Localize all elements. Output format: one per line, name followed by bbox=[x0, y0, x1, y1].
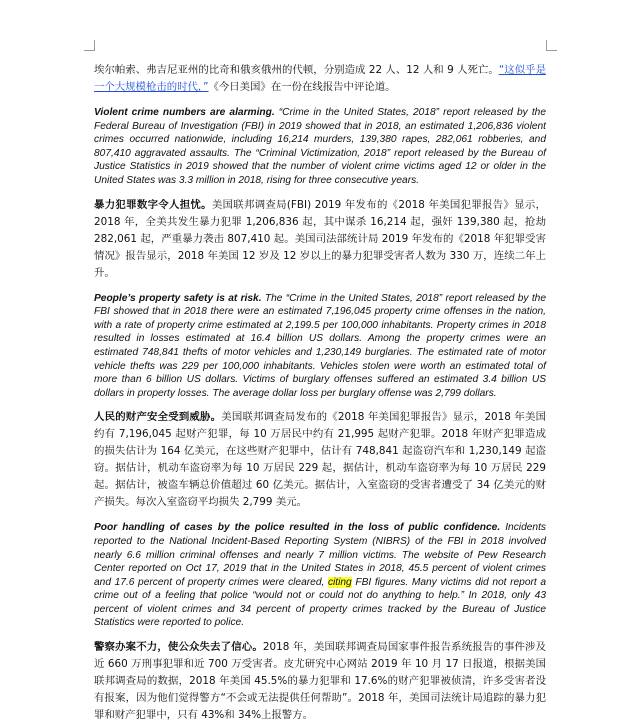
paragraph-zh-police-handling bbox=[94, 639, 546, 724]
violent-crime-heading-zh: 暴力犯罪数字令人担忧。 bbox=[94, 198, 212, 211]
paragraph-en-violent-crime bbox=[94, 106, 546, 188]
page-corner-mark-left bbox=[84, 40, 95, 51]
police-handling-body-en-a: Incidents reported to the National Incident-Based Reporting System (NIBRS) of the FBI in 2018 involved nearly 6.6 million criminal offenses and nearly 7 million victims. The website of Pew Research Center reported on Oct 17, 2019 that in the United States in 2018, 45.5 percent of violent crimes and 17.6 percent of property crimes were cleared, bbox=[94, 522, 546, 588]
paragraph-en-property-safety bbox=[94, 292, 546, 401]
property-safety-body-zh: 美国联邦调查局发布的《2018 年美国犯罪报告》显示，2018 年美国约有 7,196,045 起财产犯罪，每 10 万居民中约有 21,995 起财产犯罪。2018 年财产犯罪造成的损失估计为 164 亿美元，在这些财产犯罪中，估计有 748,841 起盗窃汽车和 1,230,149 起盗窃。据估计，机动车盗窃率为每 10 万居民 229 起，据估计，机动车盗窃率为每 10 万居民 229 起。据估计，被盗车辆总价值超过 60 亿美元。据估计，入室盗窃的受害者遭受了 34 亿美元的财产损失。每次入室盗窃平均损失 2,799 美元。 bbox=[94, 411, 546, 509]
page-corner-mark-right bbox=[546, 40, 557, 51]
paragraph-zh-violent-crime bbox=[94, 197, 546, 282]
intro-text: 埃尔帕索、弗吉尼亚州的比奇和俄亥俄州的代顿，分别造成 22 人、12 人和 9 人死亡。 bbox=[94, 64, 499, 76]
paragraph-zh-property-safety bbox=[94, 409, 546, 511]
violent-crime-body-en: “Crime in the United States, 2018” report released by the Federal Bureau of Investigation (FBI) in 2019 showed that in 2018, an estimated 1,206,836 violent crimes occurred nationwide, including 16,214 murders, 139,380 rapes, 282,061 robberies, and 807,410 aggravated assaults. The “Criminal Victimization, 2018” report released by the Bureau of Justice Statistics in 2019 showed that the number of violent crime victims aged 12 or older in the United States was 3.3 million in 2018, rising for three consecutive years. bbox=[94, 107, 546, 186]
intro-quote-link[interactable]: “这似乎是一个大规模枪击的时代，” bbox=[94, 64, 546, 93]
intro-tail: 《今日美国》在一份在线报告中评论道。 bbox=[208, 81, 396, 93]
property-safety-body-en: The “Crime in the United States, 2018” report released by the FBI showed that in 2018 there were an estimated 7,196,045 property crime offenses in the nation, with a rate of property crime estimated at 2,199.5 per 100,000 inhabitants. Property crimes in 2018 resulted in losses estimated at 16.4 billion US dollars. Among the property crimes were an estimated 748,841 thefts of motor vehicles and 1,230,149 burglaries. The estimated rate of motor vehicle thefts was 229 per 100,000 inhabitants. Vehicles stolen were worth an estimated total of more than 6 billion US dollars. Victims of burglary offenses suffered an estimated 3.4 billion US dollars in property losses. The average dollar loss per burglary offense was 2,799 dollars. bbox=[94, 292, 546, 399]
paragraph-en-police-handling bbox=[94, 521, 546, 630]
violent-crime-body-zh: 美国联邦调查局(FBI) 2019 年发布的《2018 年美国犯罪报告》显示，2018 年，全美共发生暴力犯罪 1,206,836 起，其中谋杀 16,214 起，强奸 139,380 起，抢劫 282,061 起，严重暴力袭击 807,410 起。美国司法部统计局 2019 年发布的《2018 年犯罪受害情况》报告显示，2018 年美国 12 岁及 12 岁以上的暴力犯罪受害者人数为 330 万，连续二年上升。 bbox=[94, 198, 546, 279]
paragraph-zh-intro bbox=[94, 62, 546, 96]
property-safety-heading-en: People’s property safety is at risk. bbox=[94, 292, 262, 304]
police-handling-heading-zh: 警察办案不力，使公众失去了信心。 bbox=[94, 641, 263, 654]
police-handling-body-en-b: FBI figures. Many victims did not report a crime out of a feeling that police “would not or could not do anything to help.” In 2018, only 43 percent of violent crimes and 34 percent of property crimes tracked by the Bureau of Justice Statistics were reported to police. bbox=[94, 576, 546, 629]
police-handling-heading-en: Poor handling of cases by the police resulted in the loss of public confidence. bbox=[94, 522, 501, 534]
property-safety-heading-zh: 人民的财产安全受到威胁。 bbox=[94, 411, 222, 424]
violent-crime-heading-en: Violent crime numbers are alarming. bbox=[94, 107, 275, 118]
highlighted-word[interactable]: citing bbox=[327, 576, 352, 588]
document-body bbox=[94, 62, 546, 724]
police-handling-body-zh: 2018 年，美国联邦调查局国家事件报告系统报告的事件涉及近 660 万刑事犯罪和近 700 万受害者。皮尤研究中心网站 2019 年 10 月 17 日报道，根据美国联邦调查局的数据，2018 年美国 45.5%的暴力犯罪和 17.6%的财产犯罪被侦清，许多受害者没有报案，因为他们觉得警方“不会或无法提供任何帮助”。2018 年，美国司法统计局追踪的暴力犯罪和财产犯罪中，只有 43%和 34%上报警方。 bbox=[94, 641, 547, 722]
